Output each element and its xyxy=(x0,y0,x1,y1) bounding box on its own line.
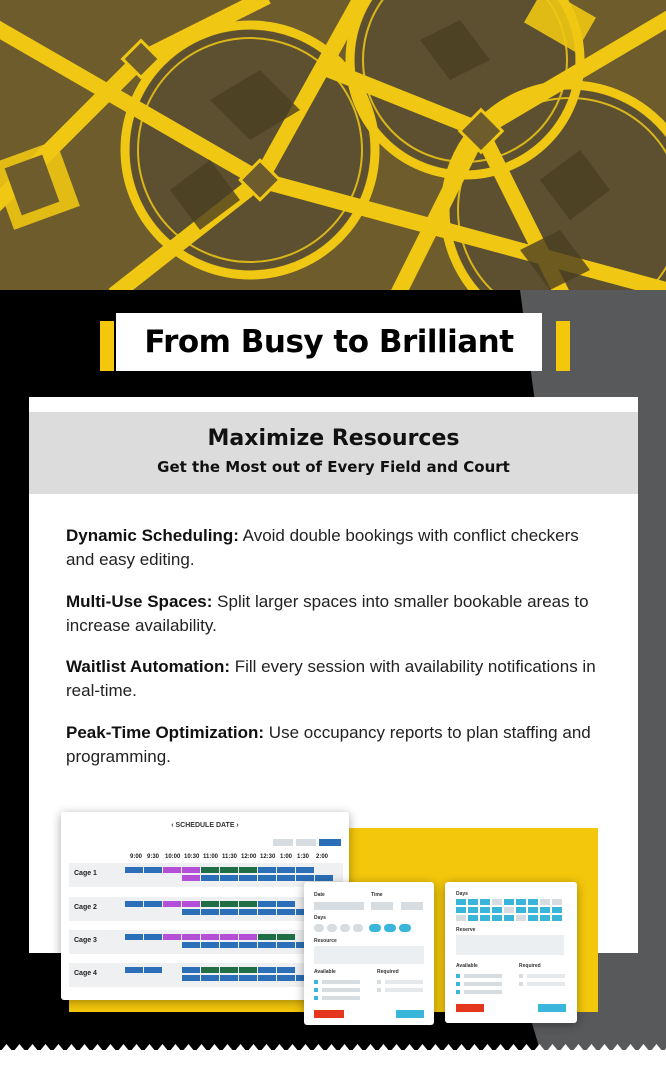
booking-block[interactable] xyxy=(201,875,219,881)
day-chip[interactable] xyxy=(353,924,363,932)
feature-name: Waitlist Automation: xyxy=(66,657,230,676)
booking-block[interactable] xyxy=(220,901,238,907)
day-cell[interactable] xyxy=(540,915,550,921)
booking-block[interactable] xyxy=(182,901,200,907)
booking-block[interactable] xyxy=(182,967,200,973)
day-chip[interactable] xyxy=(327,924,337,932)
booking-block[interactable] xyxy=(277,875,295,881)
feature-name: Peak-Time Optimization: xyxy=(66,723,265,742)
booking-block[interactable] xyxy=(220,909,238,915)
feature-dynamic-scheduling xyxy=(66,524,606,572)
list-line xyxy=(464,982,502,986)
booking-block[interactable] xyxy=(201,942,219,948)
hero-map-illustration xyxy=(0,0,666,290)
day-cell[interactable] xyxy=(492,899,502,905)
booking-block[interactable] xyxy=(239,975,257,981)
list-line xyxy=(385,980,423,984)
booking-block[interactable] xyxy=(201,901,219,907)
day-cell[interactable] xyxy=(516,899,526,905)
cancel-button[interactable] xyxy=(456,1004,484,1012)
reserve-label: Reserve xyxy=(456,927,476,933)
booking-block[interactable] xyxy=(277,942,295,948)
day-cell[interactable] xyxy=(552,899,562,905)
day-cell[interactable] xyxy=(456,899,466,905)
day-cell[interactable] xyxy=(504,899,514,905)
view-toggle xyxy=(296,839,316,846)
list-bullet xyxy=(456,990,460,994)
booking-block[interactable] xyxy=(220,867,238,873)
booking-block[interactable] xyxy=(125,967,143,973)
day-chip-selected[interactable] xyxy=(399,924,411,932)
day-cell[interactable] xyxy=(528,907,538,913)
feature-peak-time-optimization xyxy=(66,721,606,769)
booking-block[interactable] xyxy=(144,934,162,940)
page-headline: From Busy to Brilliant xyxy=(144,324,514,360)
list-line xyxy=(527,982,565,986)
feature-multi-use-spaces xyxy=(66,590,606,638)
day-cell[interactable] xyxy=(492,907,502,913)
booking-block[interactable] xyxy=(201,909,219,915)
day-cell[interactable] xyxy=(456,915,466,921)
day-cell[interactable] xyxy=(468,907,478,913)
schedule-title: SCHEDULE DATE xyxy=(175,822,235,829)
row-label: Cage 3 xyxy=(74,937,97,944)
day-cell[interactable] xyxy=(528,915,538,921)
time-label: 2:00 xyxy=(316,854,329,860)
submit-button[interactable] xyxy=(538,1004,566,1012)
booking-block[interactable] xyxy=(277,901,295,907)
booking-block[interactable] xyxy=(296,875,314,881)
list-bullet xyxy=(519,974,523,978)
time-label: 10:30 xyxy=(184,854,200,860)
view-toggle xyxy=(273,839,293,846)
day-cell[interactable] xyxy=(540,907,550,913)
available-label: Available xyxy=(314,969,336,975)
booking-block[interactable] xyxy=(220,942,238,948)
day-cell[interactable] xyxy=(540,899,550,905)
day-cell[interactable] xyxy=(492,915,502,921)
time-label: 9:00 xyxy=(130,854,143,860)
booking-block[interactable] xyxy=(125,901,143,907)
booking-block[interactable] xyxy=(182,934,200,940)
list-bullet xyxy=(377,980,381,984)
time-start-field[interactable] xyxy=(371,902,393,910)
schedule-date-header: ‹ SCHEDULE DATE › xyxy=(171,822,239,829)
time-label: 1:00 xyxy=(280,854,293,860)
day-cell[interactable] xyxy=(468,915,478,921)
row-label: Cage 2 xyxy=(74,904,97,911)
booking-block[interactable] xyxy=(239,901,257,907)
list-line xyxy=(464,990,502,994)
time-label: 11:00 xyxy=(203,854,219,860)
booking-block[interactable] xyxy=(258,867,276,873)
booking-block[interactable] xyxy=(258,909,276,915)
reserve-field[interactable] xyxy=(456,935,564,955)
booking-block[interactable] xyxy=(315,875,333,881)
day-cell[interactable] xyxy=(456,907,466,913)
list-line xyxy=(385,988,423,992)
time-label: Time xyxy=(371,892,383,898)
feature-text: Use occupancy reports to plan staffing and programming. xyxy=(66,723,591,766)
booking-block[interactable] xyxy=(258,901,276,907)
booking-block[interactable] xyxy=(277,967,295,973)
booking-block[interactable] xyxy=(296,867,314,873)
booking-block[interactable] xyxy=(125,867,143,873)
booking-block[interactable] xyxy=(220,875,238,881)
booking-block[interactable] xyxy=(258,975,276,981)
feature-text: Split larger spaces into smaller bookable areas to increase availability. xyxy=(66,592,589,635)
list-bullet xyxy=(314,996,318,1000)
booking-block[interactable] xyxy=(125,934,143,940)
day-cell[interactable] xyxy=(480,899,490,905)
days-label: Days xyxy=(314,915,326,921)
date-field[interactable] xyxy=(314,902,364,910)
booking-block[interactable] xyxy=(163,934,181,940)
day-cell[interactable] xyxy=(516,907,526,913)
booking-block[interactable] xyxy=(163,867,181,873)
booking-block[interactable] xyxy=(144,967,162,973)
booking-block[interactable] xyxy=(201,934,219,940)
zigzag-bottom-edge xyxy=(0,1040,666,1065)
booking-block[interactable] xyxy=(239,942,257,948)
view-toggle-active xyxy=(319,839,341,846)
list-line xyxy=(322,988,360,992)
headline-left-accent xyxy=(100,321,114,371)
booking-block[interactable] xyxy=(277,909,295,915)
booking-block[interactable] xyxy=(163,901,181,907)
day-cell[interactable] xyxy=(468,899,478,905)
list-line xyxy=(464,974,502,978)
day-cell[interactable] xyxy=(552,915,562,921)
time-label: 11:30 xyxy=(222,854,238,860)
time-label: 12:00 xyxy=(241,854,257,860)
list-bullet xyxy=(314,988,318,992)
day-cell[interactable] xyxy=(480,915,490,921)
list-bullet xyxy=(377,988,381,992)
time-label: 12:30 xyxy=(260,854,276,860)
booking-block[interactable] xyxy=(182,867,200,873)
list-line xyxy=(322,996,360,1000)
booking-block[interactable] xyxy=(239,867,257,873)
booking-block[interactable] xyxy=(277,975,295,981)
list-bullet xyxy=(314,980,318,984)
booking-block[interactable] xyxy=(239,909,257,915)
day-cell[interactable] xyxy=(480,907,490,913)
day-cell[interactable] xyxy=(552,907,562,913)
available-label: Available xyxy=(456,963,478,969)
booking-block[interactable] xyxy=(239,967,257,973)
feature-text: Avoid double bookings with conflict checkers and easy editing. xyxy=(66,526,579,569)
booking-block[interactable] xyxy=(220,934,238,940)
booking-block[interactable] xyxy=(182,875,200,881)
list-bullet xyxy=(456,974,460,978)
list-bullet xyxy=(519,982,523,986)
day-cell[interactable] xyxy=(528,899,538,905)
booking-block[interactable] xyxy=(182,909,200,915)
booking-block[interactable] xyxy=(277,867,295,873)
feature-text: Fill every session with availability notifications in real-time. xyxy=(66,657,596,700)
headline-banner xyxy=(100,313,570,375)
headline-box xyxy=(116,313,542,371)
booking-block[interactable] xyxy=(201,975,219,981)
card-subtitle: Get the Most out of Every Field and Court xyxy=(157,458,510,476)
booking-block[interactable] xyxy=(239,934,257,940)
day-chip[interactable] xyxy=(340,924,350,932)
booking-block[interactable] xyxy=(220,975,238,981)
booking-block[interactable] xyxy=(258,934,276,940)
time-label: 10:00 xyxy=(165,854,181,860)
booking-block[interactable] xyxy=(201,967,219,973)
required-label: Required xyxy=(519,963,541,969)
submit-button[interactable] xyxy=(396,1010,424,1018)
card-header xyxy=(29,412,638,494)
day-cell[interactable] xyxy=(504,915,514,921)
booking-block[interactable] xyxy=(277,934,295,940)
reserve-form-panel xyxy=(445,882,577,1023)
booking-form-panel xyxy=(304,882,434,1025)
day-chip-selected[interactable] xyxy=(384,924,396,932)
list-line xyxy=(527,974,565,978)
resource-field[interactable] xyxy=(314,946,424,964)
list-line xyxy=(322,980,360,984)
feature-name: Multi-Use Spaces: xyxy=(66,592,213,611)
booking-block[interactable] xyxy=(258,875,276,881)
row-label: Cage 1 xyxy=(74,870,97,877)
booking-block[interactable] xyxy=(239,875,257,881)
required-label: Required xyxy=(377,969,399,975)
feature-name: Dynamic Scheduling: xyxy=(66,526,239,545)
headline-right-accent xyxy=(556,321,570,371)
day-chip[interactable] xyxy=(314,924,324,932)
feature-waitlist-automation xyxy=(66,655,606,703)
day-cell[interactable] xyxy=(516,915,526,921)
ballfield-map-graphic xyxy=(0,0,666,290)
card-title: Maximize Resources xyxy=(207,426,460,451)
booking-block[interactable] xyxy=(182,942,200,948)
booking-block[interactable] xyxy=(182,975,200,981)
booking-block[interactable] xyxy=(220,967,238,973)
list-bullet xyxy=(456,982,460,986)
time-end-field[interactable] xyxy=(401,902,423,910)
days-label: Days xyxy=(456,891,468,897)
booking-block[interactable] xyxy=(258,942,276,948)
date-label: Date xyxy=(314,892,325,898)
booking-block[interactable] xyxy=(144,867,162,873)
time-label: 9:30 xyxy=(147,854,160,860)
resource-label: Resource xyxy=(314,938,337,944)
booking-block[interactable] xyxy=(201,867,219,873)
time-label: 1:30 xyxy=(297,854,310,860)
day-cell[interactable] xyxy=(504,907,514,913)
cancel-button[interactable] xyxy=(314,1010,344,1018)
row-label: Cage 4 xyxy=(74,970,97,977)
booking-block[interactable] xyxy=(258,967,276,973)
day-chip-selected[interactable] xyxy=(369,924,381,932)
booking-block[interactable] xyxy=(144,901,162,907)
